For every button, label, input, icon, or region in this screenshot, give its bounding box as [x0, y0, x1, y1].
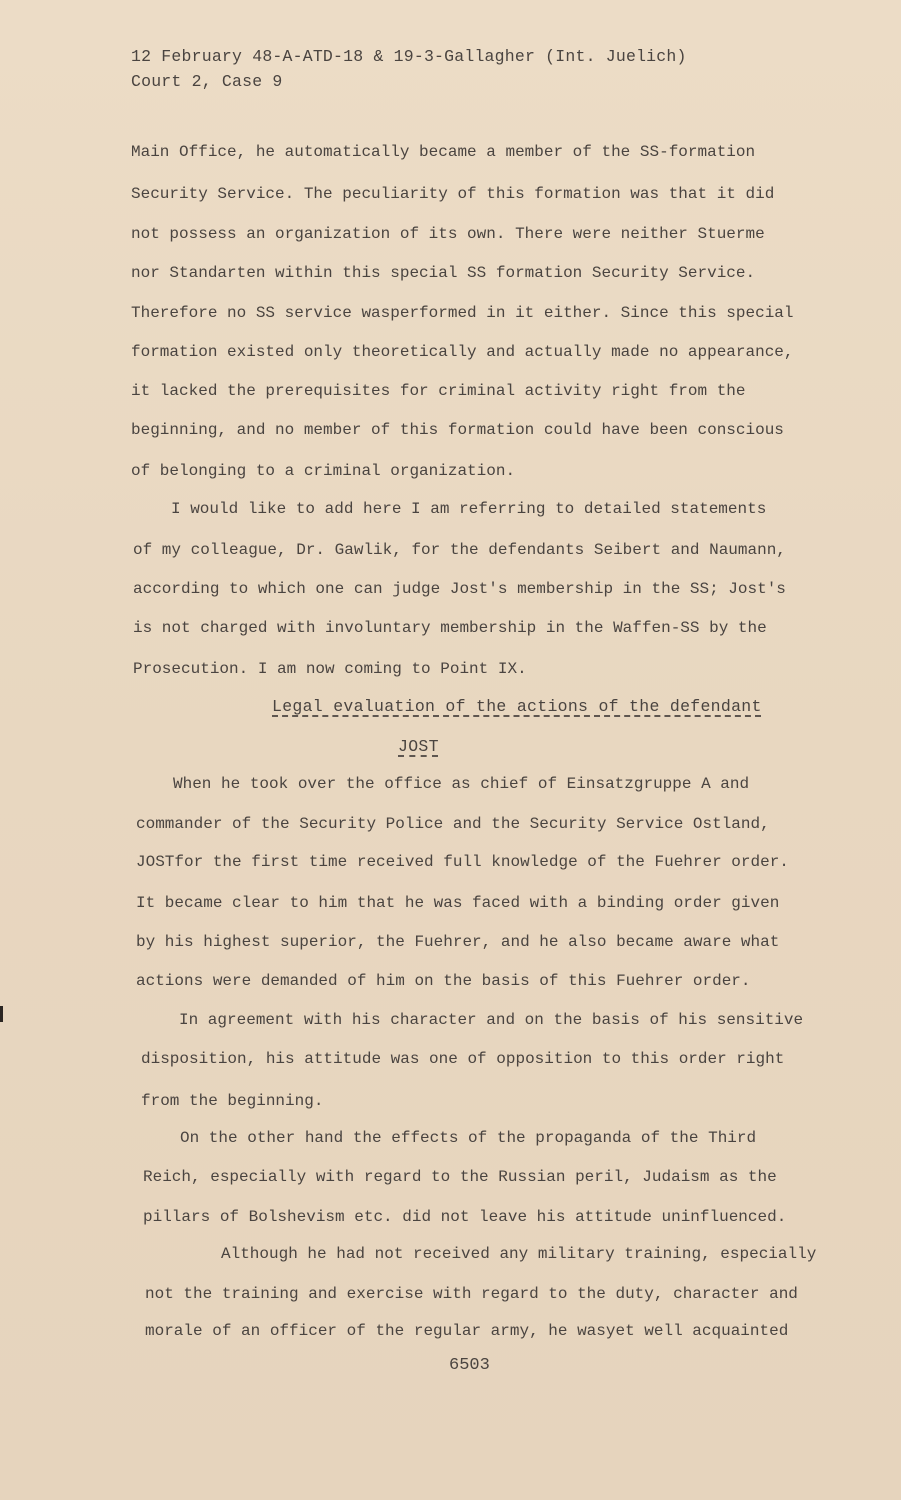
text-line: On the other hand the effects of the propaganda of the Third — [180, 1129, 757, 1147]
text-line: of belonging to a criminal organization. — [131, 462, 516, 480]
text-line: by his highest superior, the Fuehrer, and he also became aware what — [136, 933, 780, 951]
text-line: commander of the Security Police and the Security Service Ostland, — [136, 815, 770, 833]
text-line: beginning, and no member of this formation could have been conscious — [131, 421, 784, 439]
edge-mark — [0, 1006, 3, 1022]
text-line: Prosecution. I am now coming to Point IX. — [133, 660, 527, 678]
section-heading: Legal evaluation of the actions of the defendant — [272, 697, 762, 716]
text-line: I would like to add here I am referring to detailed statements — [171, 500, 767, 518]
text-line: is not charged with involuntary membership in the Waffen-SS by the — [133, 619, 767, 637]
text-line: In agreement with his character and on the basis of his sensitive — [179, 1011, 804, 1029]
header-line-1: 12 February 48-A-ATD-18 & 19-3-Gallagher (Int. Juelich) — [131, 47, 687, 66]
text-line: disposition, his attitude was one of opposition to this order right — [141, 1050, 785, 1068]
text-line: not the training and exercise with regard to the duty, character and — [145, 1285, 798, 1303]
text-line: pillars of Bolshevism etc. did not leave his attitude uninfluenced. — [143, 1208, 787, 1226]
text-line: Although he had not received any military training, especially — [221, 1245, 817, 1263]
text-line: formation existed only theoretically and actually made no appearance, — [131, 343, 794, 361]
text-line: It became clear to him that he was faced with a binding order given — [136, 894, 780, 912]
text-line: morale of an officer of the regular army, he wasyet well acquainted — [145, 1322, 789, 1340]
text-line: Reich, especially with regard to the Russian peril, Judaism as the — [143, 1168, 777, 1186]
text-line: nor Standarten within this special SS formation Security Service. — [131, 264, 756, 282]
document-header — [131, 44, 687, 94]
text-line: Security Service. The peculiarity of this formation was that it did — [131, 185, 775, 203]
text-line: it lacked the prerequisites for criminal activity right from the — [131, 382, 746, 400]
text-line: not possess an organization of its own. There were neither Stuerme — [131, 225, 765, 243]
page-number: 6503 — [449, 1356, 490, 1375]
text-line: of my colleague, Dr. Gawlik, for the defendants Seibert and Naumann, — [133, 541, 786, 559]
header-line-2: Court 2, Case 9 — [131, 72, 283, 91]
text-line: When he took over the office as chief of Einsatzgruppe A and — [173, 775, 750, 793]
text-line: JOSTfor the first time received full knowledge of the Fuehrer order. — [136, 853, 789, 871]
text-line: actions were demanded of him on the basis of this Fuehrer order. — [136, 972, 751, 990]
section-heading-name: JOST — [398, 737, 439, 756]
text-line: Main Office, he automatically became a member of the SS-formation — [131, 143, 756, 161]
text-line: Therefore no SS service wasperformed in it either. Since this special — [131, 304, 794, 322]
text-line: from the beginning. — [141, 1092, 324, 1110]
text-line: according to which one can judge Jost's membership in the SS; Jost's — [133, 580, 786, 598]
